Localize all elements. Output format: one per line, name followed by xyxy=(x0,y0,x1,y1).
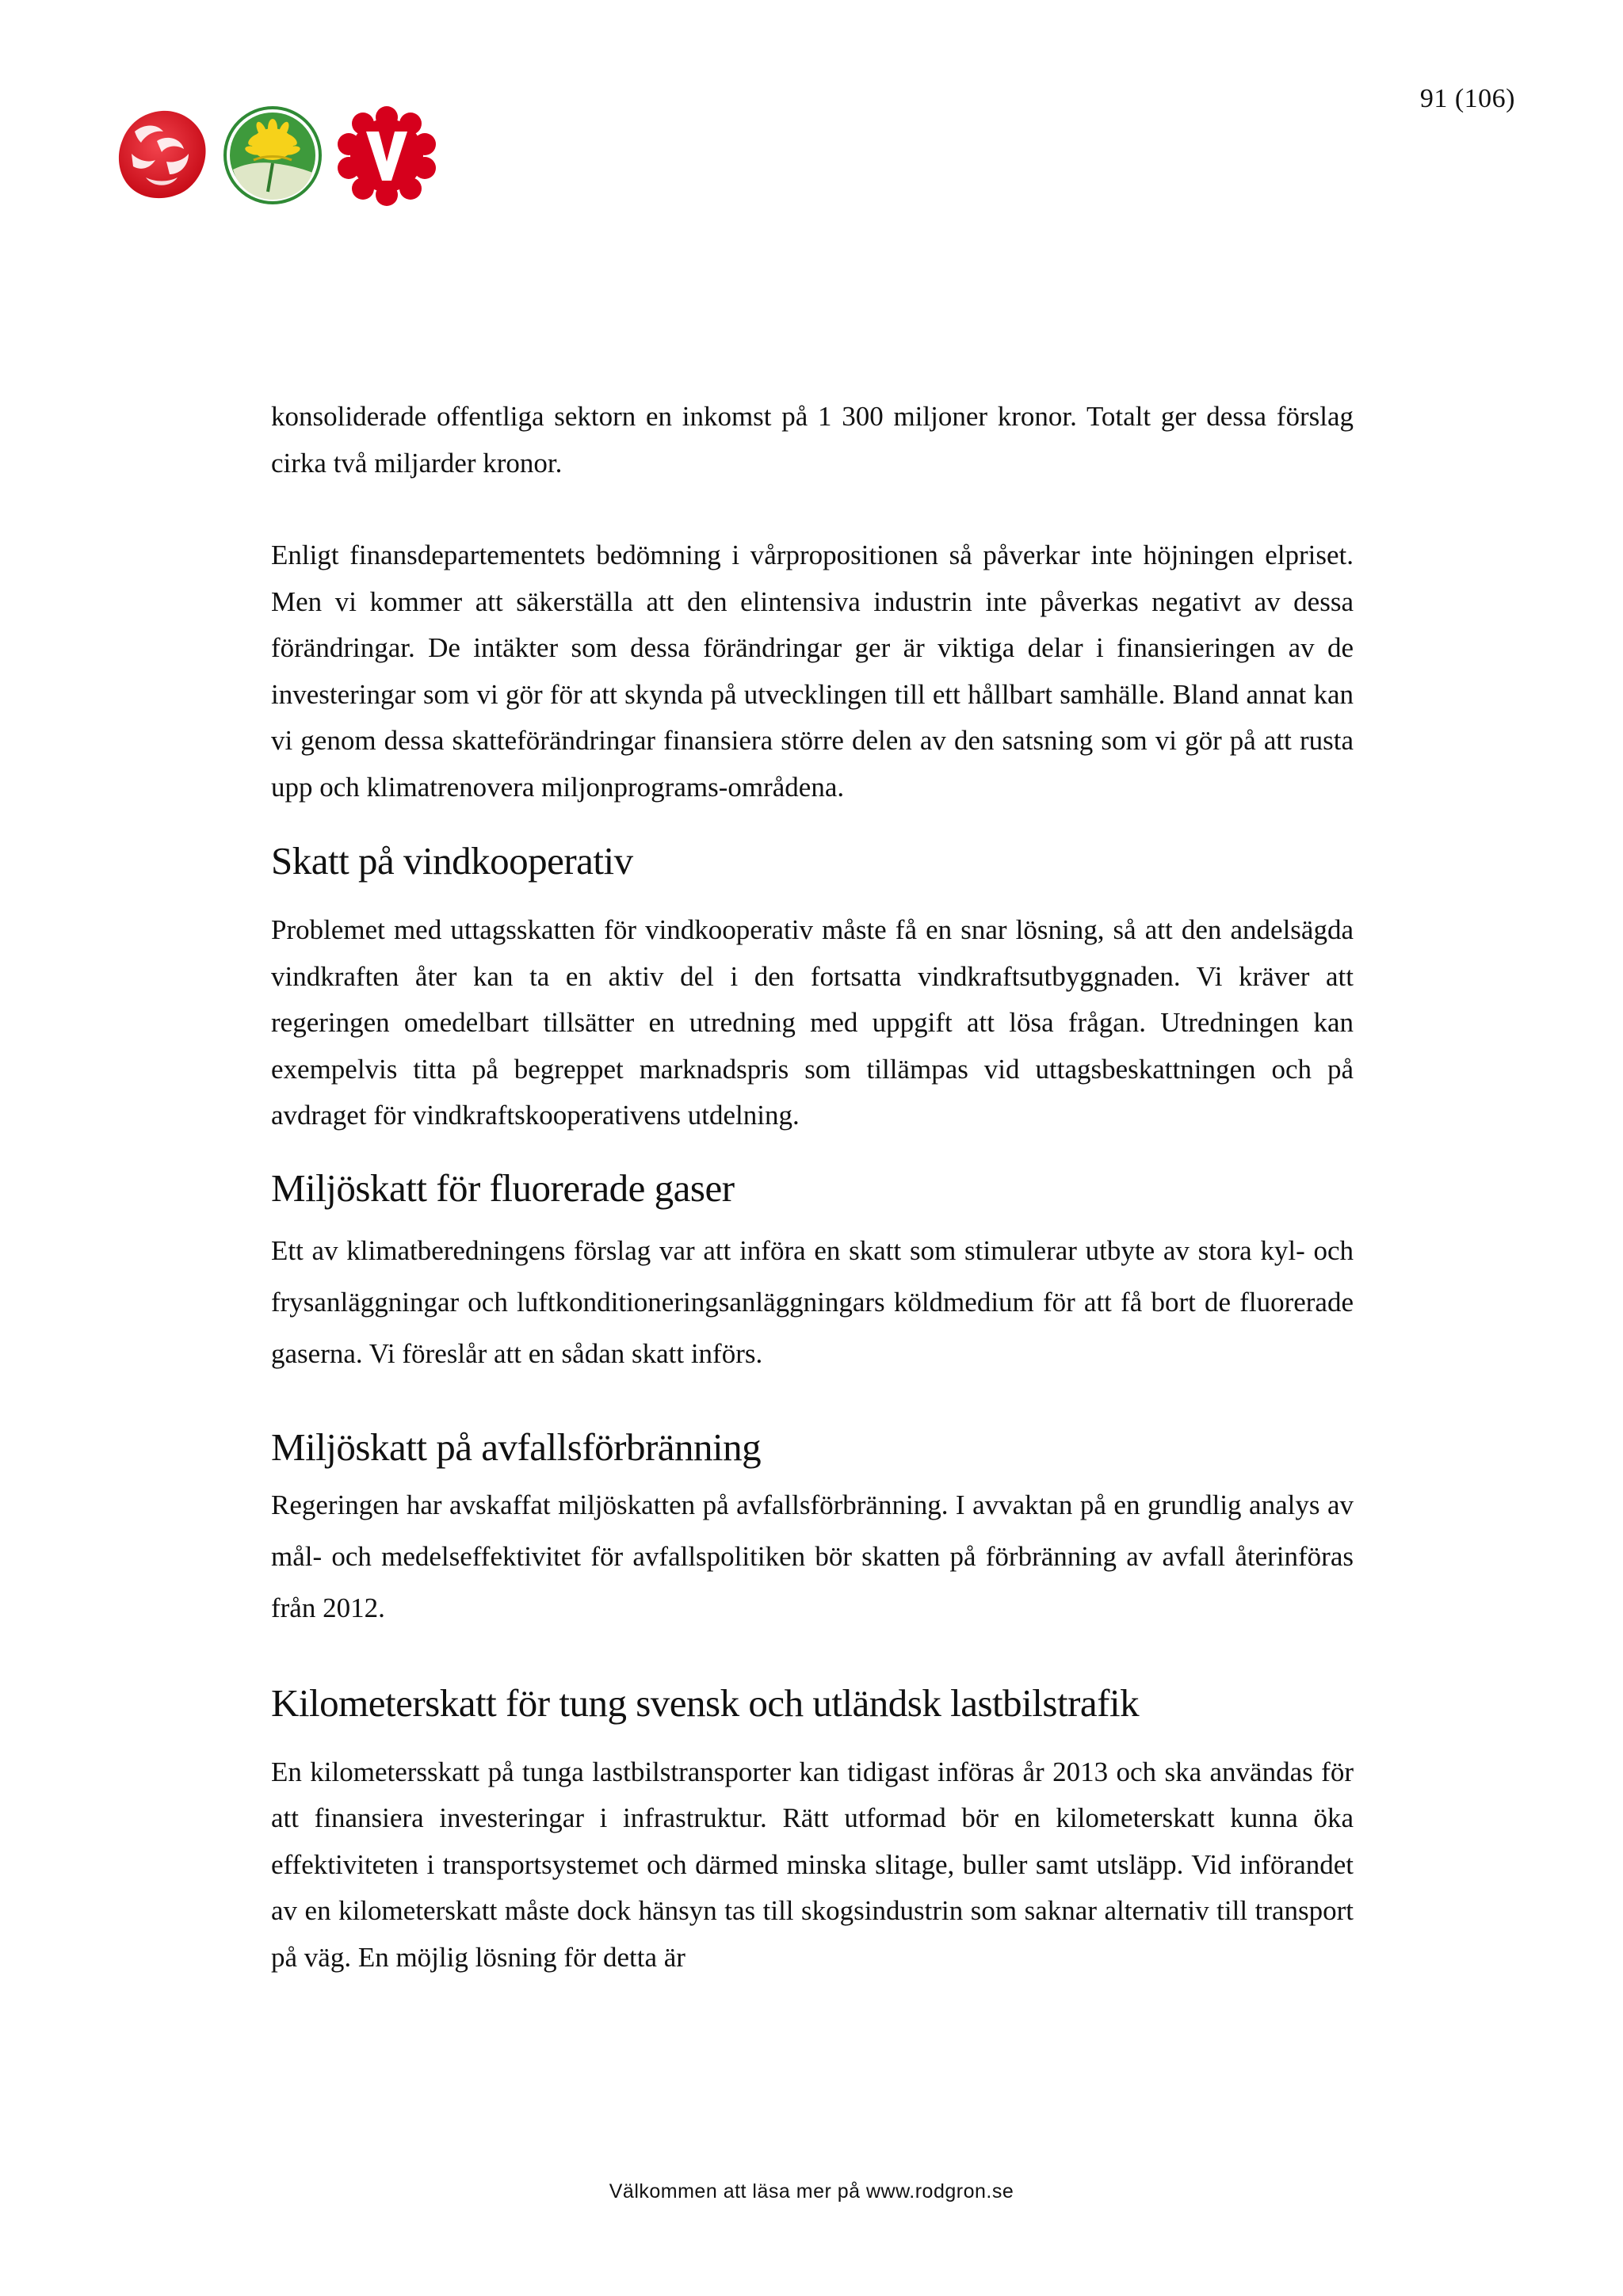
party-logos xyxy=(111,105,460,215)
section-paragraph: Problemet med uttagsskatten för vindkooperativ måste få en snar lösning, så att den andelsägda vindkraften åter kan ta en aktiv del i den fortsatta vindkraftsutbyggnaden. Vi kräver att regeringen omedelbart tillsätter en utredning med uppgift att lösa frågan. Utredningen kan exempelvis titta på begreppet marknadspris som tillämpas vid uttagsbeskattningen och på avdraget för vindkraftskooperativens utdelning. xyxy=(271,914,1354,1131)
body-paragraph: konsoliderade offentliga sektorn en inkomst på 1 300 miljoner kronor. Totalt ger dessa förslag cirka två miljarder kronor. xyxy=(271,401,1354,479)
dandelion-icon xyxy=(222,105,323,206)
v-flower-icon xyxy=(336,105,437,206)
section-heading: Skatt på vindkooperativ xyxy=(271,839,633,883)
section-heading: Miljöskatt på avfallsförbränning xyxy=(271,1425,762,1469)
section-paragraph: En kilometersskatt på tunga lastbilstransporter kan tidigast införas år 2013 och ska användas för att finansiera investeringar i infrastruktur. Rätt utformad bör en kilometerskatt kunna öka effektiviteten i transportsystemet och därmed minska slitage, buller samt utsläpp. Vid införandet av en kilometerskatt måste dock hänsyn tas till skogsindustrin som saknar alternativ till transport på väg. En möjlig lösning för detta är xyxy=(271,1756,1354,1973)
section-paragraph: Ett av klimatberedningens förslag var att införa en skatt som stimulerar utbyte av stora kyl- och frysanläggningar och luftkonditioneringsanläggningars köldmedium för att få bort de fluorerade gaserna. Vi föreslår att en sådan skatt införs. xyxy=(271,1234,1354,1369)
body-paragraph: Enligt finansdepartementets bedömning i vårpropositionen så påverkar inte höjningen elpriset. Men vi kommer att säkerställa att den elintensiva industrin inte påverkas negativt av dessa förändringar. De intäkter som dessa förändringar ger är viktiga delar i finansieringen av de investeringar som vi gör för att skynda på utvecklingen till ett hållbart samhälle. Bland annat kan vi genom dessa skatteförändringar finansiera större delen av den satsning som vi gör på att rusta upp och klimatrenovera miljonprograms-områdena. xyxy=(271,540,1354,803)
section-heading: Kilometerskatt för tung svensk och utländsk lastbilstrafik xyxy=(271,1680,1140,1725)
section-heading: Miljöskatt för fluorerade gaser xyxy=(271,1165,735,1210)
page-number: 91 (106) xyxy=(1419,84,1515,113)
main-content xyxy=(271,394,1354,1981)
footer-text: Välkommen att läsa mer på www.rodgron.se xyxy=(609,2180,1014,2203)
red-rose-icon xyxy=(111,105,212,206)
section-paragraph: Regeringen har avskaffat miljöskatten på avfallsförbränning. I avvaktan på en grundlig analys av mål- och medelseffektivitet för avfallspolitiken bör skatten på förbränning av avfall återinföras från 2012. xyxy=(271,1489,1354,1623)
